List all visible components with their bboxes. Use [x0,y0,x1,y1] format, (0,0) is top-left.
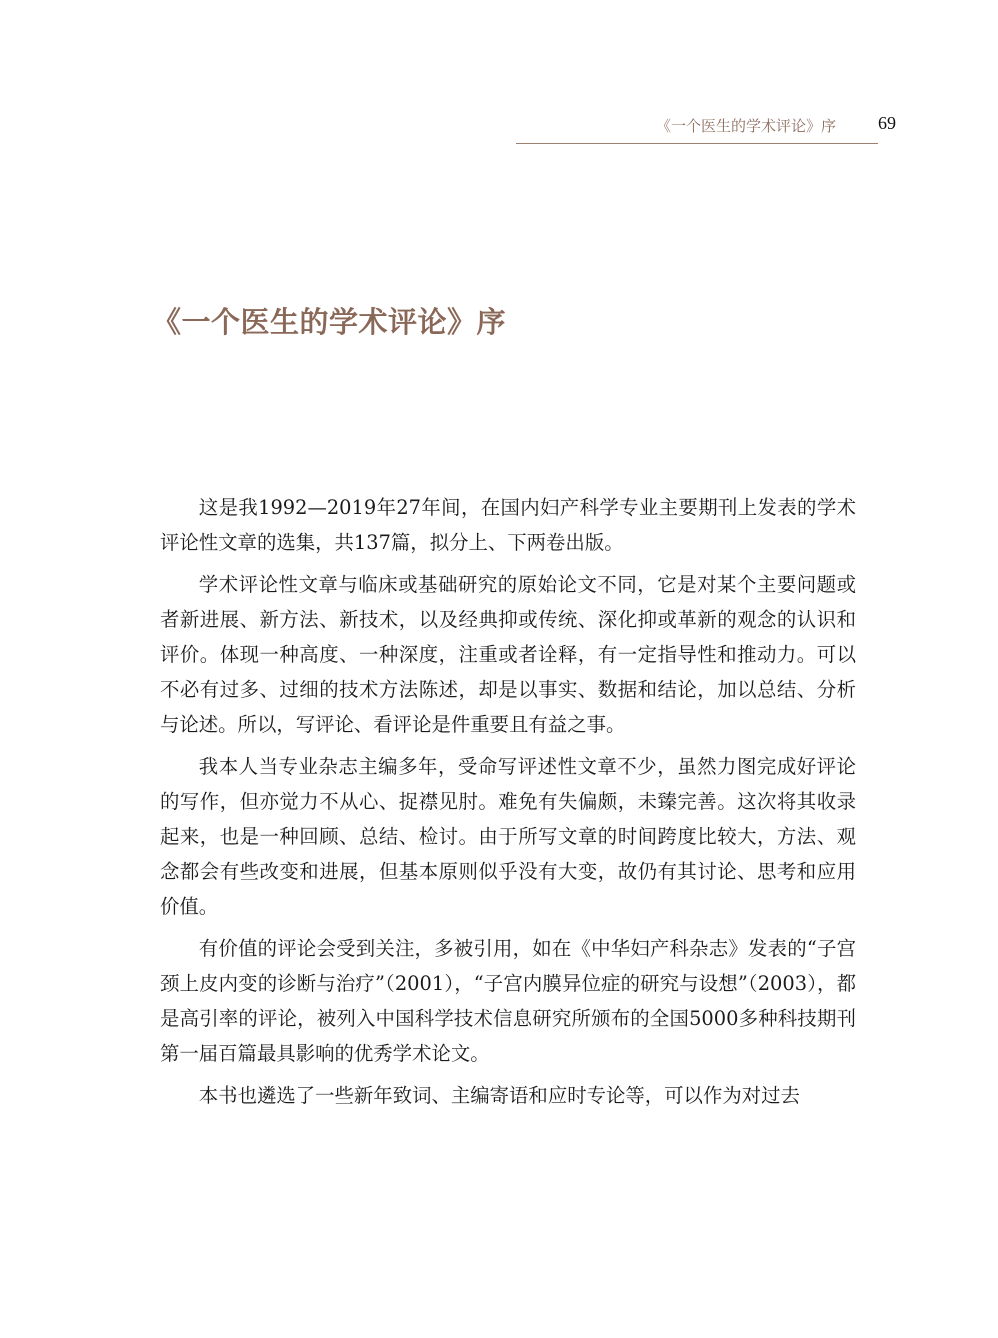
paragraph-5: 本书也遴选了一些新年致词、主编寄语和应时专论等，可以作为对过去 [198,1084,800,1107]
running-header-title: 《一个医生的学术评论》序 [655,117,836,135]
paragraph-4: 有价值的评论会受到关注，多被引用，如在《中华妇产科杂志》发表的“子宫颈上皮内变的诊断与治疗”（2001），“子宫内膜异位症的研究与设想”（2003），都是高引率的评论，被列入中国科学技术信息研究所颁布的全国5000多种科技期刊第一届百篇最具影响的优秀学术论文。 [160,937,856,1065]
body-text [160,490,856,1120]
paragraph-2: 学术评论性文章与临床或基础研究的原始论文不同，它是对某个主要问题或者新进展、新方法、新技术，以及经典抑或传统、深化抑或革新的观念的认识和评价。体现一种高度、一种深度，注重或者诠释，有一定指导性和推动力。可以不必有过多、过细的技术方法陈述，却是以事实、数据和结论，加以总结、分析与论述。所以，写评论、看评论是件重要且有益之事。 [160,573,856,736]
paragraph-1: 这是我1992—2019年27年间，在国内妇产科学专业主要期刊上发表的学术评论性文章的选集，共137篇，拟分上、下两卷出版。 [160,496,856,554]
running-header [516,113,896,144]
page-number: 69 [878,113,896,133]
paragraph-3: 我本人当专业杂志主编多年，受命写评述性文章不少，虽然力图完成好评论的写作，但亦觉力不从心、捉襟见肘。难免有失偏颇，未臻完善。这次将其收录起来，也是一种回顾、总结、检讨。由于所写文章的时间跨度比较大，方法、观念都会有些改变和进展，但基本原则似乎没有大变，故仍有其讨论、思考和应用价值。 [160,755,856,918]
chapter-title: 《一个医生的学术评论》序 [152,305,507,339]
